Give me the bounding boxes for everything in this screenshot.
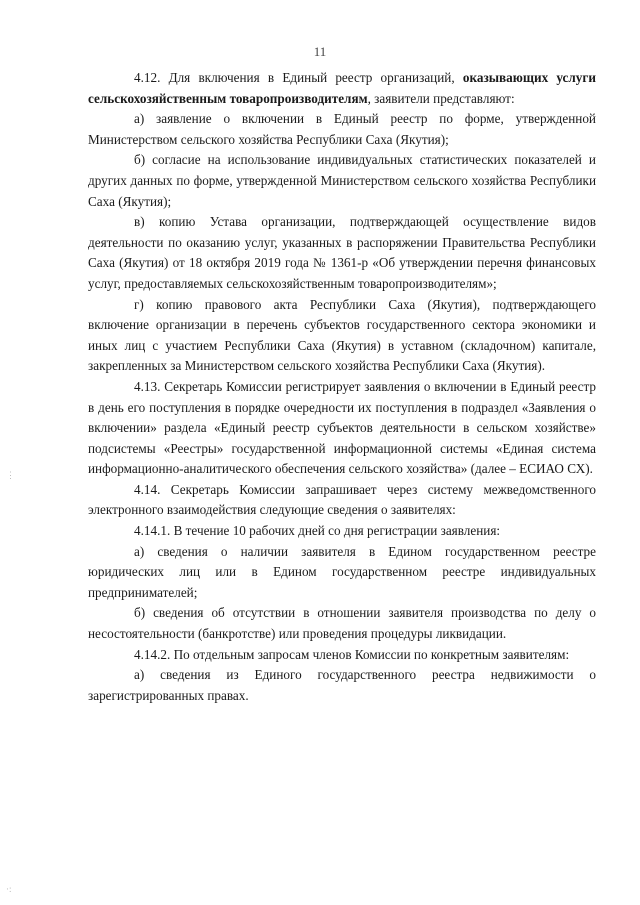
margin-mark: ⋮ (6, 470, 15, 480)
paragraph-4-12-lead: 4.12. Для включения в Единый реестр организаций, (134, 70, 463, 85)
paragraph-4-12 (88, 68, 596, 109)
paragraph-4-12-bold: оказывающих услуги сельскохозяйственным товаропроизводителям (88, 70, 596, 106)
paragraph-4-14-2-a: а) сведения из Единого государственного реестра недвижимости о зарегистрированных правах. (88, 667, 596, 703)
paragraph-4-12-g: г) копию правового акта Республики Саха (Якутия), подтверждающего включение организации в перечень субъектов государственного сектора экономики и иных лиц с участием Республики Саха (Якутия) в уставном (складочном) капитале, закрепленных за Министерством сельского хозяйства Республики Саха (Якутия). (88, 296, 596, 374)
paragraph-4-14-1: 4.14.1. В течение 10 рабочих дней со дня регистрации заявления: (134, 523, 501, 539)
page-number: 11 (313, 44, 327, 59)
document-body (88, 68, 596, 706)
paragraph-4-14-2: 4.14.2. По отдельным запросам членов Комиссии по конкретным заявителям: (134, 646, 570, 662)
paragraph-4-12-b: б) согласие на использование индивидуальных статистических показателей и других данных по форме, утвержденной Министерством сельского хозяйства Республики Саха (Якутия); (88, 152, 596, 209)
paragraph-4-14-1-a: а) сведения о наличии заявителя в Едином государственном реестре юридических лиц или в Едином государственном реестре индивидуальных предпринимателей; (88, 543, 596, 600)
paragraph-4-14: 4.14. Секретарь Комиссии запрашивает через систему межведомственного электронного взаимодействия следующие сведения о заявителях: (88, 481, 596, 518)
paragraph-4-14-1-b: б) сведения об отсутствии в отношении заявителя производства по делу о несостоятельности (банкротстве) или проведения процедуры ликвидации. (88, 605, 596, 642)
paragraph-4-12-v: в) копию Устава организации, подтверждающей осуществление видов деятельности по оказанию услуг, указанных в распоряжении Правительства Республики Саха (Якутия) от 18 октября 2019 года № 1361-р «Об утверждении перечня финансовых услуг, предоставляемых сельскохозяйственным товаропроизводителям»; (88, 214, 596, 291)
margin-mark: ·: (6, 884, 12, 894)
paragraph-4-13: 4.13. Секретарь Комиссии регистрирует заявления о включении в Единый реестр в день его поступления в порядке очередности их поступления в подраздел «Заявления о включении» раздела «Единый реестр субъектов деятельности в сельском хозяйстве» подсистемы «Реестры» государственной информационной системы «Единая система информационно-аналитического обеспечения сельского хозяйства» (далее – ЕСИАО СХ). (88, 378, 596, 477)
paragraph-4-12-a: а) заявление о включении в Единый реестр по форме, утвержденной Министерством сельского хозяйства Республики Саха (Якутия); (88, 111, 596, 147)
paragraph-4-12-tail: , заявители представляют: (367, 90, 515, 106)
